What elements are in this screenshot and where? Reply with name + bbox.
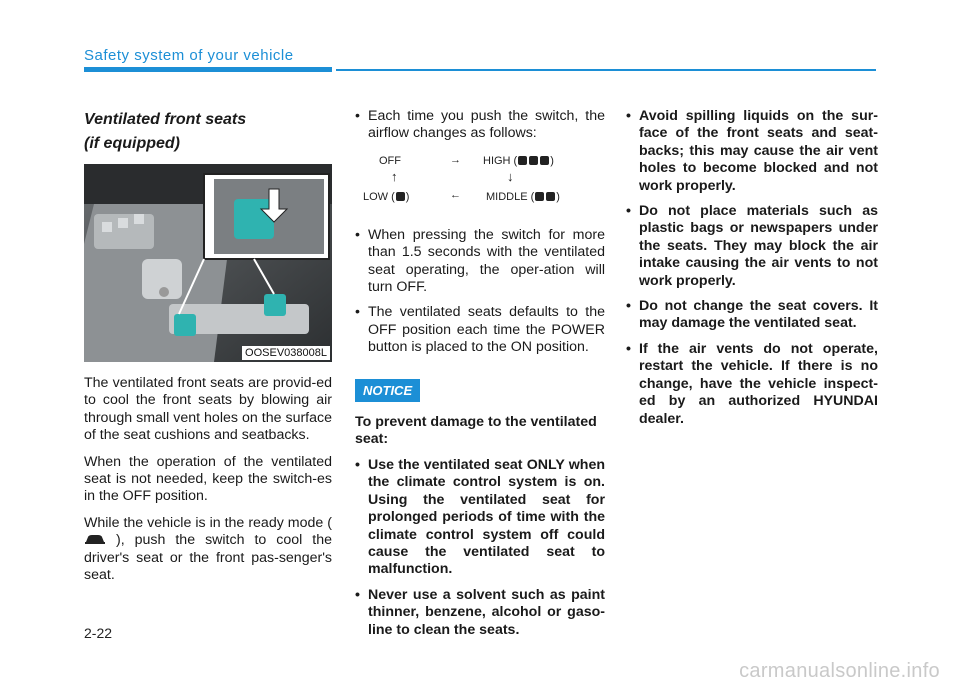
fan-icon [540,156,549,165]
page-number: 2-22 [84,625,113,641]
off-paragraph: When the operation of the ventilated seat is not needed, keep the switch-es in the OFF position. [84,453,332,505]
flow-middle-close: ) [556,190,560,203]
intro-paragraph: The ventilated front seats are provid-ed to cool the front seats by blowing air through small vent holes on the surface of the seat cushions and seatbacks. [84,375,332,444]
ready-mode-car-icon [84,532,106,546]
flow-arrow-up: ↑ [391,168,398,184]
default-off-bullet: • The ventilated seats defaults to the OFF position each time the POWER button is placed to the ON position. [355,304,605,356]
mode-text-before: While the vehicle is in the ready mode ( [84,514,332,531]
caution-bullet: • Do not place materials such as plastic bags or newspapers under the seats. They may block the air intake causing the air vents to not work properly. [626,203,878,290]
column-middle [355,108,605,647]
notice-bullet: • Never use a solvent such as paint thinner, benzene, alcohol or gaso-line to clean the seats. [355,587,605,639]
flow-middle [486,189,560,206]
header-rule-thin [336,69,876,71]
airflow-bullet: • Each time you push the switch, the airflow changes as follows: [355,108,605,143]
console-photo [84,164,332,362]
image-code: OOSEV038008L [242,346,330,360]
section-header: Safety system of your vehicle [84,47,294,64]
notice-intro: To prevent damage to the ventilated seat: [355,414,597,448]
column-right [626,108,878,436]
flow-arrow-right: → [450,153,461,166]
flow-high-label: HIGH ( [483,154,518,167]
flow-high-close: ) [550,154,554,167]
flow-off: OFF [379,154,401,167]
flow-low [363,189,409,206]
fan-icon [535,192,544,201]
fan-icon [529,156,538,165]
header-rule-thick [84,67,332,72]
mode-text-after: ), push the switch to cool the driver's seat or the front pas-senger's seat. [84,532,332,584]
long-press-bullet: • When pressing the switch for more than 1.5 seconds with the ventilated seat operating, the oper-ation will turn OFF. [355,227,605,297]
fan-icon [396,192,405,201]
notice-badge: NOTICE [355,379,420,402]
flow-high [483,153,554,170]
caution-bullet: • Avoid spilling liquids on the sur-face of the front seats and seat-backs; this may cause the air vent holes to become blocked and not work properly. [626,108,878,195]
caution-bullet: • If the air vents do not operate, restart the vehicle. If there is no change, have the vehicle inspect-ed by an authorized HYUNDAI dealer. [626,341,878,428]
watermark: carmanualsonline.info [739,660,940,682]
flow-middle-label: MIDDLE ( [486,190,535,203]
airflow-diagram [355,151,605,221]
flow-low-close: ) [405,190,410,203]
flow-low-label: LOW ( [363,190,395,203]
column-left [84,108,332,593]
notice-bullet: • Use the ventilated seat ONLY when the climate control system is on. Using the ventilated seat for prolonged periods of time with the climate control system off could cause the ventilated seat to malfunction. [355,457,605,579]
section-subtitle: (if equipped) [84,135,180,152]
flow-arrow-left: ← [450,188,461,201]
flow-arrow-down: ↓ [507,168,514,184]
fan-icon [518,156,527,165]
fan-icon [546,192,555,201]
caution-bullet: • Do not change the seat covers. It may damage the ventilated seat. [626,298,878,333]
console-illustration [84,164,332,362]
mode-paragraph [84,515,332,585]
section-title: Ventilated front seats [84,111,247,128]
